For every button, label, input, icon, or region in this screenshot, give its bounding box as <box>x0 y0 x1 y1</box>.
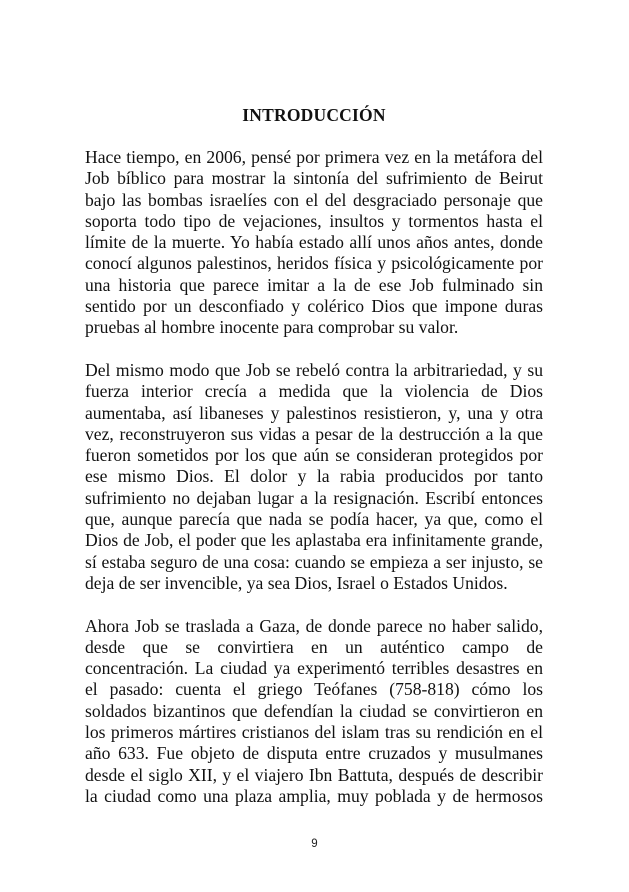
paragraph-1: Hace tiempo, en 2006, pensé por primera vez en la metáfora del Job bíblico para mostrar la sintonía del sufrimiento de Beirut bajo las bombas israelíes con el del desgraciado personaje que soporta todo tipo de vejaciones, insultos y tormentos hasta el límite de la muerte. Yo había estado allí unos años antes, donde conocí algunos palestinos, heridos física y psicológicamente por una historia que parece imitar a la de ese Job fulminado sin sentido por un desconfiado y colérico Dios que impone duras pruebas al hombre inocente para comprobar su valor. <box>85 147 543 338</box>
paragraph-2: Del mismo modo que Job se rebeló contra la arbitrariedad, y su fuerza interior crecía a medida que la violencia de Dios aumentaba, así libaneses y palestinos resistieron, y, una y otra vez, reconstruyeron sus vidas a pesar de la destrucción a la que fueron sometidos por los que aún se consideran protegidos por ese mismo Dios. El dolor y la rabia producidos por tanto sufrimiento no dejaban lugar a la resignación. Escribí entonces que, aunque parecía que nada se podía hacer, ya que, como el Dios de Job, el poder que les aplastaba era infinitamente grande, sí estaba seguro de una cosa: cuando se empieza a ser injusto, se deja de ser invencible, ya sea Dios, Israel o Estados Unidos. <box>85 359 543 593</box>
chapter-heading: INTRODUCCIÓN <box>242 105 386 125</box>
page-number: 9 <box>311 838 318 850</box>
paragraph-3: Ahora Job se traslada a Gaza, de donde parece no haber salido, desde que se convirtiera en un auténtico campo de concentración. La ciudad ya experimentó terribles desastres en el pasado: cuenta el griego Teófanes (758-818) cómo los soldados bizantinos que defendían la ciudad se convirtieron en los primeros mártires cristianos del islam tras su rendición en el año 633. Fue objeto de disputa entre cruzados y musulmanes desde el siglo XII, y el viajero Ibn Battuta, después de describir la ciudad como una plaza amplia, muy poblada y de hermosos <box>85 615 543 806</box>
body-text <box>85 147 543 829</box>
